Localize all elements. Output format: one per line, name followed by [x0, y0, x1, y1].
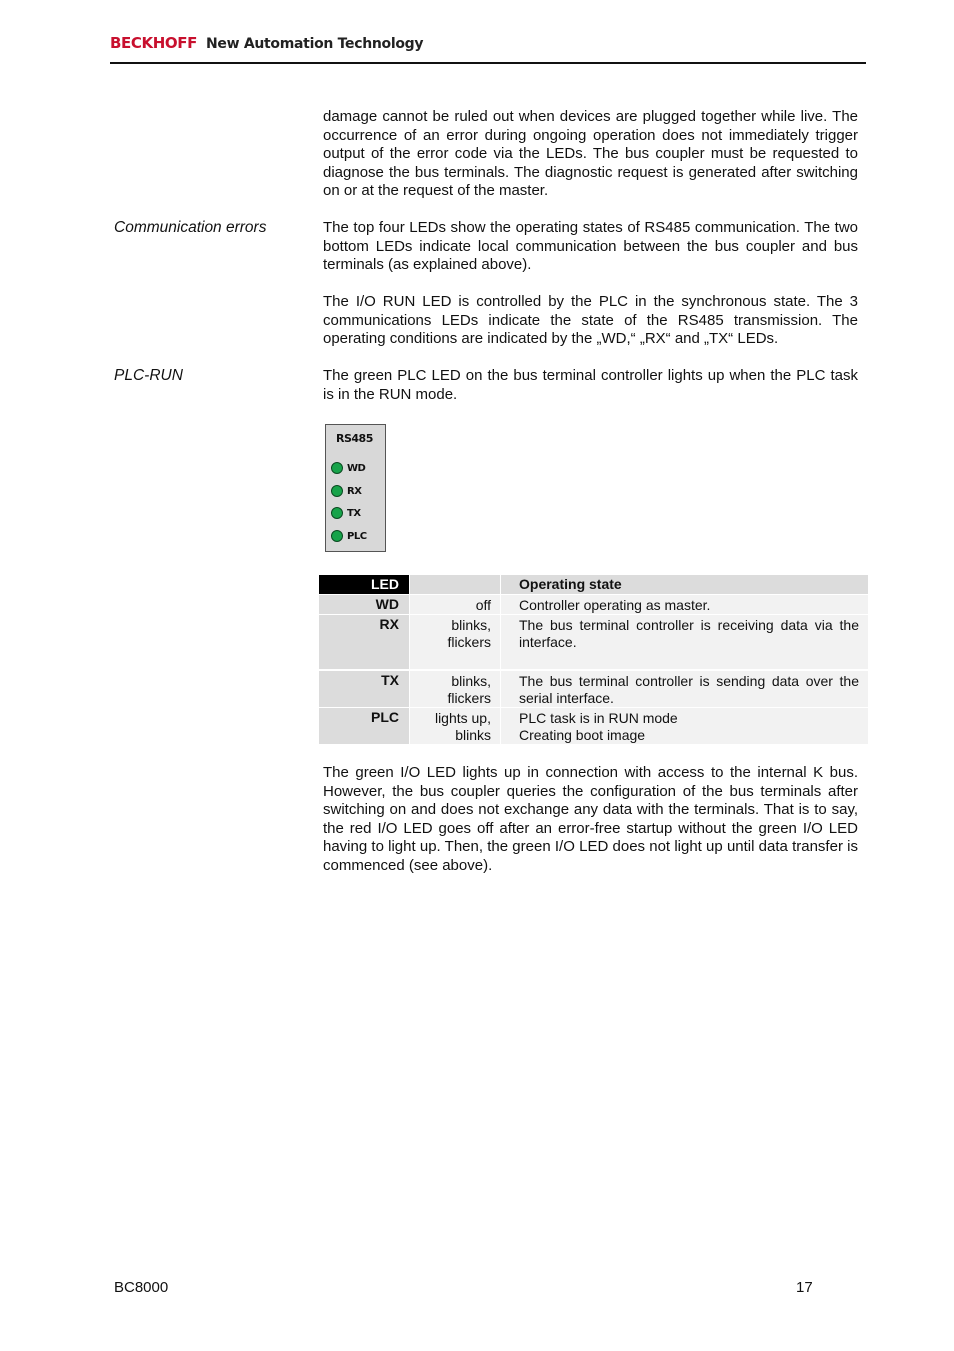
panel-title: RS485 [336, 432, 373, 445]
footer-doc-id: BC8000 [114, 1279, 169, 1296]
header-divider [110, 62, 866, 64]
rs485-led-panel [325, 424, 386, 552]
header-signal [410, 575, 500, 594]
led-rx [331, 485, 361, 497]
header-operating-state: Operating state [501, 575, 868, 594]
led-wd [331, 462, 365, 474]
led-label: PLC [347, 530, 367, 542]
row-signal: blinks, flickers [410, 671, 500, 707]
io-run-paragraph: The I/O RUN LED is controlled by the PLC in the synchronous state. The 3 communications LEDs indicate the state of the RS485 transmission. The operating conditions are indicated by the „WD,“ „RX“ and „TX“ LEDs. [323, 293, 858, 347]
plc-run-paragraph: The green PLC LED on the bus terminal controller lights up when the PLC task is in the RUN mode. [323, 367, 858, 403]
table-row [319, 708, 868, 744]
beckhoff-logo: BECKHOFF [110, 34, 197, 52]
footer-page-number: 17 [796, 1279, 813, 1296]
communication-errors-paragraph: The top four LEDs show the operating states of RS485 communication. The two bottom LEDs indicate local communication between the bus coupler and bus terminals (as explained above). [323, 219, 858, 273]
row-led: RX [319, 615, 409, 669]
row-led: TX [319, 671, 409, 707]
led-plc [331, 530, 367, 542]
table-row [319, 615, 868, 669]
header-led: LED [319, 575, 409, 594]
row-led: PLC [319, 708, 409, 744]
page-header [110, 33, 423, 52]
green-led-icon [331, 485, 343, 497]
green-led-icon [331, 462, 343, 474]
row-state: PLC task is in RUN mode Creating boot image [501, 708, 868, 744]
led-label: WD [347, 462, 366, 474]
row-signal: lights up, blinks [410, 708, 500, 744]
led-label: TX [347, 507, 361, 519]
row-signal: off [410, 595, 500, 614]
brand-tagline: New Automation Technology [206, 36, 424, 52]
plc-run-label: PLC-RUN [114, 367, 183, 384]
led-state-table [319, 575, 868, 744]
table-row [319, 671, 868, 707]
green-led-icon [331, 530, 343, 542]
communication-errors-label: Communication errors [114, 219, 267, 236]
led-tx [331, 507, 361, 519]
closing-paragraph: The green I/O LED lights up in connection with access to the internal K bus. However, the bus coupler queries the configuration of the bus terminals after switching on and does not exchange any data with the terminals. That is to say, the red I/O LED goes off after an error-free startup without the green I/O LED having to light up. Then, the green I/O LED does not light up until data transfer is commenced (see above). [323, 764, 858, 874]
table-header-row [319, 575, 868, 594]
row-state: The bus terminal controller is receiving data via the interface. [501, 615, 868, 669]
row-state: Controller operating as master. [501, 595, 868, 614]
row-signal: blinks, flickers [410, 615, 500, 669]
led-label: RX [347, 485, 362, 497]
intro-paragraph: damage cannot be ruled out when devices are plugged together while live. The occurrence of an error during ongoing operation does not immediately trigger output of the error code via the LEDs. The bus coupler must be requested to diagnose the bus terminals. The diagnostic request is generated after switching on or at the request of the master. [323, 108, 858, 199]
table-row [319, 595, 868, 614]
row-led: WD [319, 595, 409, 614]
row-state: The bus terminal controller is sending data over the serial interface. [501, 671, 868, 707]
green-led-icon [331, 507, 343, 519]
